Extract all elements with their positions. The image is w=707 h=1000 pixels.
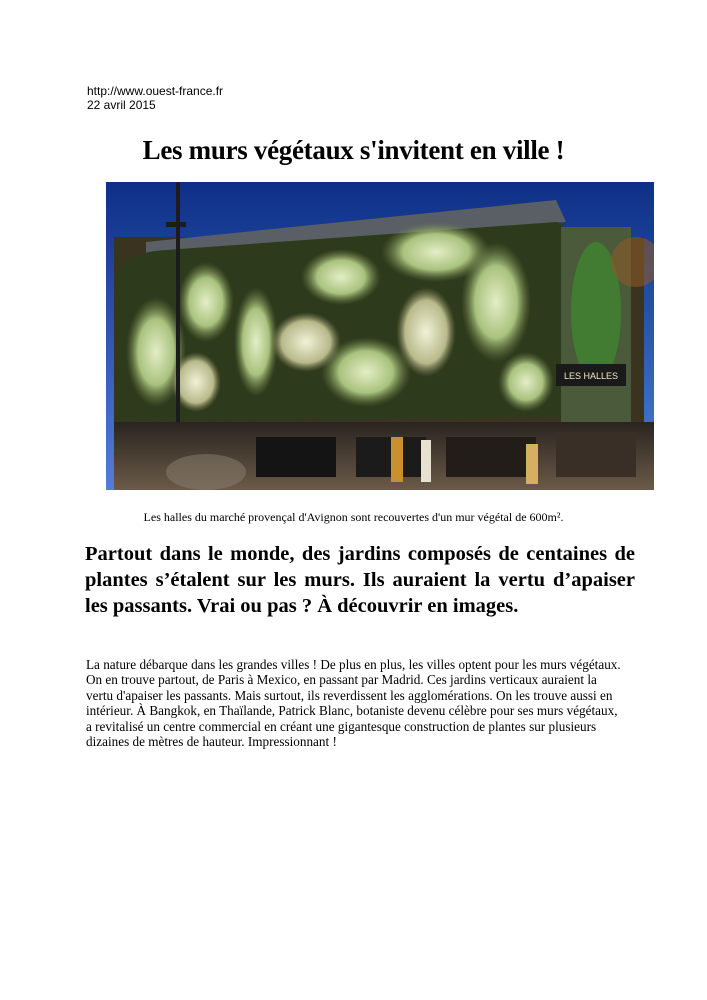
- source-url: http://www.ouest-france.fr: [87, 84, 224, 98]
- source-info: [87, 84, 223, 112]
- source-date: 22 avril 2015: [87, 98, 156, 112]
- article-body: La nature débarque dans les grandes villes ! De plus en plus, les villes optent pour les murs végétaux. On en trouve partout, de Paris à Mexico, en passant par Madrid. Ces jardins verticaux auraient la vertu d'apaiser les passants. Mais surtout, ils reverdissent les agglomérations. On les trouve aussi en intérieur. À Bangkok, en Thaïlande, Patrick Blanc, botaniste devenu célèbre pour ses murs végétaux, a revitalisé un centre commercial en créant une gigantesque construction de plantes sur plusieurs dizaines de mètres de hauteur. Impressionnant !: [86, 657, 621, 750]
- article-lead: Partout dans le monde, des jardins composés de centaines de plantes s’étalent sur les murs. Ils auraient la vertu d’apaiser les passants. Vrai ou pas ? À découvrir en images.: [85, 543, 635, 617]
- halles-sign: LES HALLES: [563, 371, 619, 381]
- article-title: Les murs végétaux s'invitent en ville !: [142, 135, 565, 165]
- photo-caption: Les halles du marché provençal d'Avignon sont recouvertes d'un mur végétal de 600m².: [143, 510, 564, 524]
- green-wall-photo: [106, 182, 654, 490]
